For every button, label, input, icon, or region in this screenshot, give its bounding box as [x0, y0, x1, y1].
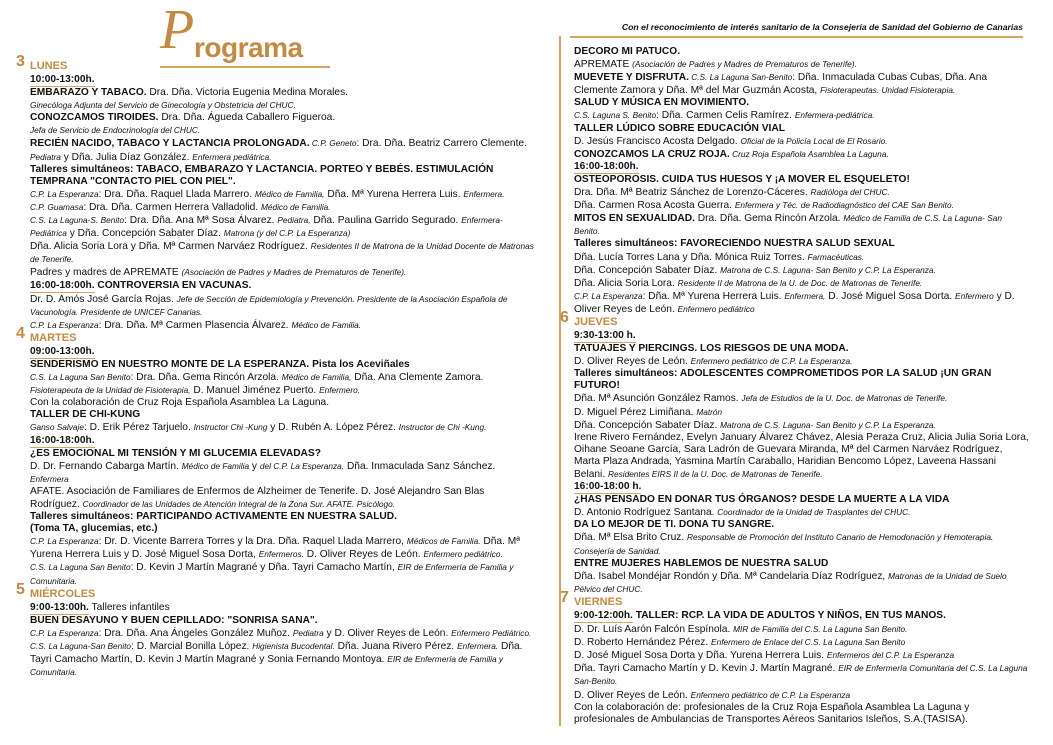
program-entry	[574, 419, 1029, 432]
text-segment: C.P. Geneto	[309, 138, 357, 149]
program-entry	[574, 355, 1029, 368]
text-segment: EIR de Enfermería de Familia y Comunitaria.	[30, 562, 514, 586]
text-segment: Talleres simultáneos: ADOLESCENTES COMPROMETIDOS POR LA SALUD ¡UN GRAN FUTURO!	[574, 368, 992, 392]
program-entry	[574, 135, 1029, 148]
program-entry	[574, 689, 1029, 702]
program-entry	[30, 319, 535, 332]
text-segment: : Dra. Dña. Carmen Herrera Valladolid.	[83, 201, 261, 213]
program-entry	[30, 460, 535, 486]
text-segment: Matronas de la Unidad de Suelo Pélvico del CHUC.	[574, 570, 1007, 594]
program-entry	[574, 494, 1029, 506]
day-name: JUEVES	[574, 315, 618, 328]
text-segment: D. José Miguel Sosa Dorta.	[825, 290, 956, 302]
text-segment: : Dr. D. Vicente Barrera Torres y la Dra. Dña. Raquel Llada Marrero,	[98, 536, 407, 548]
text-segment: Talleres simultáneos: FAVORECIENDO NUESTRA SALUD SEXUAL	[574, 238, 895, 250]
program-entry	[30, 561, 535, 587]
text-segment: Dña. Inmaculada Sanz Sánchez.	[344, 460, 496, 472]
program-entry	[574, 649, 1029, 662]
text-segment: del C.P. La Esperanza,	[259, 460, 345, 471]
text-segment: Enfermero.	[319, 385, 361, 396]
program-entry	[574, 186, 1029, 199]
header-rule	[570, 36, 1023, 38]
text-segment: Dña. Mª Yurena Herrera Luis y D. José Miguel Sosa Dorta,	[30, 536, 521, 561]
day-name: MIÉRCOLES	[30, 587, 96, 600]
text-segment: : Dña. Inmaculada Cubas Cubas, Dña. Ana Clemente Zamora y Dña. Mª del Mar Guzmán Acosta,	[574, 72, 988, 97]
time-label: 9:00-12:00h.	[574, 610, 633, 623]
time-label: 09:00-13:00h.	[30, 346, 95, 359]
text-segment: Residente II de Matrona de la U. de Doc. de Matronas de Tenerife.	[677, 277, 923, 288]
text-segment: y Dña. Julia Díaz González.	[60, 151, 193, 163]
program-entry	[574, 662, 1029, 688]
program-entry	[30, 112, 535, 124]
time-label: 16:00-18:00h.	[30, 280, 95, 293]
program-entry	[574, 623, 1029, 636]
text-segment: Coordinador de la Unidad de Trasplantes del CHUC.	[717, 507, 911, 518]
text-segment: Enfermero pediátrico.	[423, 549, 503, 560]
program-entry	[574, 636, 1029, 649]
text-segment: Dña. Mª Elsa Brito Cruz.	[574, 532, 688, 544]
text-segment: D. Antonio Rodríguez Santana.	[574, 507, 718, 519]
text-segment: Con la colaboración de: profesionales de la Cruz Roja Española Asamblea La Laguna y profesionales de Ambulancias de Transportes Aéreos Sanitarios Isleños, S.A.(TASISA).	[574, 701, 970, 725]
text-segment: Médico de Familia	[181, 460, 250, 471]
text-segment: C.S. La Laguna-San Benito	[30, 640, 132, 651]
text-segment: Dña. Isabel Mondéjar Rondón y Dña. Mª Candelaria Díaz Rodríguez,	[574, 570, 889, 582]
text-segment: Con la colaboración de Cruz Roja Española Asamblea La Laguna.	[30, 397, 330, 409]
program-entry	[574, 558, 1029, 570]
text-segment: Talleres simultáneos: PARTICIPANDO ACTIVAMENTE EN NUESTRA SALUD.	[30, 511, 397, 523]
text-segment: D. Oliver Reyes de León.	[303, 549, 424, 561]
program-entry	[30, 293, 535, 319]
text-segment: EIR de Enfermería de Familia y Comunitaria.	[30, 654, 504, 678]
program-entry	[30, 421, 535, 434]
text-segment: Dña. Ana Clemente Zamora.	[351, 372, 484, 384]
text-segment: MUEVETE Y DISFRUTA.	[574, 72, 689, 84]
column-divider	[559, 36, 561, 726]
text-segment: Responsable de Promoción del Instituto Canario de Hemodonación y Hemoterapia. Consejería de Sanidad.	[574, 532, 994, 556]
text-segment: y D. Oliver Reyes de León.	[323, 627, 452, 639]
text-segment: Enfermero pediátrico de C.P. La Esperanza.	[690, 356, 853, 367]
text-segment: Enfermera-pediátrica.	[794, 110, 875, 121]
text-segment: Enfermero	[955, 290, 994, 301]
text-segment: y	[249, 460, 260, 472]
text-segment: Enfermera y Téc. de Radiodiagnóstico del CAE San Benito.	[734, 200, 954, 211]
text-segment: EIR de Enfermería Comunitaria del C.S. La Laguna San-Benito.	[574, 663, 1028, 687]
text-segment: D. Oliver Reyes de León.	[574, 356, 691, 368]
text-segment: Oficial de la Policía Local de El Rosario.	[740, 135, 888, 146]
time-label: 10:00-13:00h.	[30, 74, 95, 87]
text-segment: RECIÉN NACIDO, TABACO Y LACTANCIA PROLONGADA.	[30, 138, 310, 150]
program-entry	[574, 58, 1029, 71]
time-label: 16:00-18:00h.	[574, 161, 639, 174]
program-entry	[574, 264, 1029, 277]
program-entry	[30, 164, 535, 188]
text-segment: MIR de Familia del C.S. La Laguna San Benito.	[733, 624, 908, 635]
text-segment: C.S. La Laguna San-Benito	[688, 72, 793, 83]
program-entry	[30, 627, 535, 640]
day-number: 3	[16, 53, 25, 70]
day-heading	[560, 588, 1029, 610]
day-number: 4	[16, 324, 25, 342]
text-segment: MITOS EN SEXUALIDAD.	[574, 213, 695, 225]
program-entry	[30, 511, 535, 523]
text-segment: Instructor de Chi -Kung.	[398, 422, 487, 433]
time-label: 9:00-13:00h.	[30, 602, 89, 615]
program-entry	[574, 392, 1029, 405]
text-segment: SALUD Y MÚSICA EN MOVIMIENTO.	[574, 97, 750, 109]
text-segment: (Asociación de Padres y Madres de Prematuros de Tenerife).	[181, 267, 407, 278]
text-segment: y Dña. Concepción Sabater Díaz.	[66, 228, 224, 240]
text-segment: C.S. La Laguna-S. Benito	[30, 215, 125, 226]
text-segment: y D. Rubén A. López Pérez.	[267, 422, 399, 434]
time-label: 9:30-13:00 h.	[574, 330, 636, 343]
text-segment: C.P. La Esperanza	[30, 627, 99, 638]
text-segment: Irene Rivero Fernández, Evelyn January Álvarez Chávez, Alesia Peraza Cruz, Alicia Julia Soria Lora, Oihane Seoane García, Sara Ladrón de Guevara Miranda, Mª del Carmen Narváez Rodríguez, Marta Plaza Andrada, Yasmina Martín Caraballo, Haridian Bencomo López, Laveena Hassani Belani.	[574, 431, 1029, 480]
text-segment: D. Manuel Jiménez Puerto.	[190, 385, 320, 397]
text-segment: ¿ES EMOCIONAL MI TENSIÓN Y MI GLUCEMIA ELEVADAS?	[30, 447, 321, 459]
program-entry	[30, 99, 535, 112]
program-entry	[30, 615, 535, 627]
text-segment: AFATE. Asociación de Familiares de Enfermos de Alzheimer de Tenerife. D. José Alejandro San Blas Rodríguez.	[30, 485, 485, 510]
text-segment: TALLER LÚDICO SOBRE EDUCACIÓN VIAL	[574, 122, 785, 134]
program-entry	[574, 519, 1029, 531]
text-segment: Fisioterapeuta de la Unidad de Fisioterapia,	[30, 385, 191, 396]
text-segment: Ganso Salvaje	[30, 422, 84, 433]
text-segment: Matrona (y del C.P. La Esperanza)	[223, 228, 351, 239]
program-entry	[30, 188, 535, 201]
program-entry	[30, 486, 535, 511]
text-segment: Dña. Alicia Soria Lora y Dña. Mª Carmen Narváez Rodríguez.	[30, 241, 311, 253]
text-segment: TATUAJES Y PIERCINGS. LOS RIESGOS DE UNA MODA.	[574, 343, 849, 355]
text-segment: Cruz Roja Española Asamblea La Laguna.	[729, 148, 889, 159]
text-segment: Radióloga del CHUC.	[810, 187, 890, 198]
text-segment: : D. Kevin J Martín Magrané y Dña. Tayri Camacho Martín,	[130, 562, 398, 574]
title-initial: P	[160, 0, 195, 61]
text-segment: (Asociación de Padres y Madres de Prematuros de Tenerife).	[632, 59, 857, 70]
text-segment: : Dra. Dña. Beatriz Carrero Clemente.	[356, 138, 527, 150]
text-segment: D. José Miguel Sosa Dorta y Dña. Yurena Herrera Luis.	[574, 650, 827, 662]
text-segment: C.S. La Laguna San Benito	[30, 562, 131, 573]
text-segment: Enfermera.	[463, 188, 505, 199]
text-segment: Talleres infantiles	[88, 601, 170, 613]
text-segment: Médico de Familia de C.S. La Laguna- San Benito.	[574, 213, 1002, 237]
program-entry	[30, 523, 535, 535]
text-segment: Dña. Tayri Camacho Martín, D. Kevin J Martín Magrané y Sonia Fernando Montoya.	[30, 640, 523, 666]
text-segment: Dra. Dña. Victoria Eugenia Medina Morales.	[146, 87, 348, 99]
text-segment: Dña. Mª Asunción González Ramos.	[574, 393, 742, 405]
text-segment: D. Dr. Fernando Cabarga Martín.	[30, 460, 182, 472]
text-segment: C.P. La Esperanza	[30, 319, 99, 330]
program-entry	[574, 406, 1029, 419]
text-segment: Dña. Concepción Sabater Díaz.	[574, 419, 721, 431]
text-segment: ENTRE MUJERES HABLEMOS DE NUESTRA SALUD	[574, 557, 829, 569]
program-entry	[574, 123, 1029, 135]
program-entry	[574, 343, 1029, 355]
text-segment: Enfermera- Pediátrica	[30, 215, 503, 239]
program-entry	[574, 531, 1029, 557]
text-segment: Dña. Alicia Soria Lora.	[574, 277, 678, 289]
text-segment: C.P. Guamasa	[30, 201, 84, 212]
text-segment: Dña. Juana Rivero Pérez.	[334, 640, 458, 652]
program-entry	[574, 71, 1029, 97]
text-segment: Dña. Mª Yurena Herrera Luis.	[324, 188, 464, 200]
time-slot	[30, 280, 535, 293]
text-segment: D. Roberto Hernández Pérez.	[574, 637, 712, 649]
text-segment: Coordinador de las Unidades de Atención Integral de la Zona Sur. AFATE. Psicólogo.	[82, 499, 396, 509]
text-segment: : Dña. Carmen Celis Ramírez.	[656, 110, 795, 122]
program-entry	[30, 448, 535, 460]
text-segment: Dña. Tayri Camacho Martín y D. Kevin J. Martín Magrané.	[574, 663, 839, 675]
text-segment: D. Oliver Reyes de León.	[574, 689, 691, 701]
text-segment: Talleres simultáneos: TABACO, EMBARAZO Y LACTANCIA. PORTEO Y BEBÉS. ESTIMULACIÓN TEMPRANA "CONTACTO PIEL CON PIEL".	[30, 163, 494, 187]
program-entry	[30, 240, 535, 266]
program-entry	[574, 277, 1029, 290]
text-segment: CONOZCAMOS LA CRUZ ROJA.	[574, 148, 730, 160]
text-segment: Dra. Dña. Gema Rincón Arzola.	[694, 213, 844, 225]
text-segment: CONOZCAMOS TIROIDES.	[30, 112, 159, 124]
program-entry	[574, 148, 1029, 161]
text-segment: Residentes II de Matrona de la Unidad Docente de Matronas de Tenerife.	[30, 241, 534, 265]
text-segment: (Toma TA, glucemias, etc.)	[30, 523, 158, 535]
text-segment: Ginecóloga Adjunta del Servicio de Ginecología y Obstetricia del CHUC.	[30, 100, 296, 111]
text-segment: Jefa de Estudios de la U. Doc. de Matronas de Tenerife.	[741, 393, 948, 404]
program-entry	[574, 109, 1029, 122]
text-segment: D. Miguel Pérez Limiñana.	[574, 406, 697, 418]
text-segment: Pediatra	[292, 627, 324, 638]
text-segment: Padres y madres de APREMATE	[30, 267, 182, 279]
text-segment: Enfermero pediátrico de C.P. La Esperanza	[690, 689, 851, 700]
text-segment: C.S. La Laguna San Benito	[30, 372, 131, 383]
program-entry	[30, 137, 535, 163]
title-rest: rograma	[194, 32, 303, 63]
day-number: 7	[560, 588, 569, 606]
time-slot	[30, 74, 535, 87]
left-column	[16, 53, 535, 679]
text-segment: Fisioterapeutas. Unidad Fisioterapia.	[820, 85, 956, 96]
text-segment: Médico de Familia.	[260, 201, 331, 212]
text-segment: C.P. La Esperanza	[30, 536, 99, 547]
text-segment: Pediatra	[30, 151, 61, 162]
text-segment: Residentes EIRS II de la U. Doc. de Matronas de Tenerife.	[607, 469, 823, 479]
text-segment: Enfermero Pediátrico.	[451, 627, 532, 638]
time-slot	[574, 610, 1029, 623]
day-heading	[16, 53, 535, 74]
text-segment: APREMATE	[574, 59, 633, 71]
text-segment: DA LO MEJOR DE TI. DONA TU SANGRE.	[574, 519, 775, 531]
text-segment: Instructor Chi -Kung	[193, 422, 268, 433]
text-segment: Dña. Lucía Torres Lana y Dña. Mónica Ruiz Torres.	[574, 251, 808, 263]
text-segment: Dr. D. Amós José García Rojas.	[30, 293, 177, 305]
text-segment: Jefa de Servicio de Endocrinología del CHUC.	[30, 125, 201, 136]
text-segment: Enfermera.	[457, 640, 499, 651]
program-entry	[574, 290, 1029, 316]
text-segment: ¿HAS PENSADO EN DONAR TUS ÓRGANOS? DESDE LA MUERTE A LA VIDA	[574, 494, 950, 506]
text-segment: Médicos de Familia.	[406, 536, 481, 547]
text-segment: Matrona de C.S. Laguna- San Benito y C.P. La Esperanza.	[720, 419, 936, 430]
time-slot	[574, 161, 1029, 174]
program-entry	[30, 371, 535, 397]
text-segment: Dra. Dña. Mª Beatriz Sánchez de Lorenzo-Cáceres.	[574, 187, 811, 199]
program-entry	[30, 535, 535, 561]
time-label: 16:00-18:00h.	[30, 435, 95, 448]
program-entry	[574, 506, 1029, 519]
text-segment: Médico de Familia.	[291, 319, 362, 330]
day-name: VIERNES	[574, 595, 623, 608]
program-entry	[30, 409, 535, 421]
program-entry	[30, 124, 535, 137]
text-segment: Médico de Familia,	[254, 188, 325, 199]
program-entry	[30, 201, 535, 214]
day-name: LUNES	[30, 60, 68, 72]
text-segment: CONTROVERSIA EN VACUNAS.	[94, 279, 252, 291]
program-title	[160, 0, 330, 66]
text-segment: TALLER: RCP. LA VIDA DE ADULTOS Y NIÑOS, EN TUS MANOS.	[632, 609, 946, 621]
text-segment: C.S. Laguna S. Benito	[574, 110, 657, 121]
text-segment: Dña. Paulina Garrido Segurado.	[310, 215, 462, 227]
text-segment: DECORO MI PATUCO.	[574, 46, 681, 57]
program-entry	[574, 212, 1029, 238]
day-number: 6	[560, 308, 569, 326]
program-entry	[574, 432, 1029, 481]
program-entry	[574, 46, 1029, 58]
text-segment: Farmacéuticas.	[807, 251, 865, 262]
text-segment: Dra. Dña. Águeda Caballero Figueroa.	[158, 112, 336, 124]
text-segment: : Dra. Dña. Gema Rincón Arzola.	[130, 372, 282, 384]
program-entry	[30, 359, 535, 371]
program-entry	[30, 266, 535, 279]
day-heading	[16, 580, 535, 602]
text-segment: Enfermero de Enlace del C.S. La Laguna San Benito	[711, 637, 906, 648]
text-segment: Dña. Concepción Sabater Díaz.	[574, 264, 721, 276]
text-segment: Médico de Familia,	[281, 372, 352, 383]
text-segment: C.P. La Esperanza	[574, 290, 643, 301]
text-segment: Enfermera pediátrica.	[192, 151, 272, 162]
text-segment: : D. Erik Pérez Tarjuelo.	[83, 422, 194, 434]
text-segment: : Dra. Dña. Ana Ángeles González Muñoz.	[98, 627, 293, 639]
time-label: 16:00-18:00 h.	[574, 481, 641, 494]
text-segment: Matrona de C.S. Laguna- San Benito y C.P. La Esperanza.	[720, 264, 936, 275]
text-segment: : Dra. Dña. Mª Carmen Plasencia Álvarez.	[98, 319, 292, 331]
text-segment: Dña. Carmen Rosa Acosta Guerra.	[574, 200, 735, 212]
text-segment: Enfermero pediátrico	[677, 303, 755, 314]
text-segment: SENDERISMO EN NUESTRO MONTE DE LA ESPERANZA. Pista los Aceviñales	[30, 358, 410, 370]
program-entry	[574, 702, 1029, 726]
recognition-text: Con el reconocimiento de interés sanitario de la Consejería de Sanidad del Gobierno de Canarias	[621, 22, 1023, 32]
text-segment: EMBARAZO Y TABACO.	[30, 87, 147, 99]
text-segment: C.P. La Esperanza	[30, 188, 99, 199]
day-name: MARTES	[30, 331, 77, 344]
text-segment: Matrón	[696, 406, 723, 417]
text-segment: BUEN DESAYUNO Y BUEN CEPILLADO: "SONRISA SANA".	[30, 614, 318, 626]
text-segment: D. Jesús Francisco Acosta Delgado.	[574, 135, 741, 147]
program-entry	[30, 87, 535, 99]
text-segment: : Dña. Mª Yurena Herrera Luis.	[642, 290, 785, 302]
day-number: 5	[16, 580, 25, 598]
text-segment: Enfermera,	[784, 290, 826, 301]
text-segment: y D. Oliver Reyes de León.	[574, 290, 1015, 315]
program-entry	[574, 174, 1029, 186]
program-entry	[574, 238, 1029, 250]
program-entry	[574, 368, 1029, 392]
text-segment: Enfermeros del C.P. La Esperanza	[826, 650, 955, 661]
text-segment: Higienista Bucodental.	[252, 640, 335, 651]
text-segment: : Dra. Dña. Raquel Llada Marrero.	[98, 188, 255, 200]
program-entry	[574, 199, 1029, 212]
text-segment: : D. Marcial Bonilla López.	[131, 640, 253, 652]
program-entry	[30, 640, 535, 679]
program-entry	[30, 397, 535, 409]
program-entry	[574, 97, 1029, 109]
text-segment: D. Dr. Luís Aarón Falcón Espínola.	[574, 624, 734, 636]
program-entry	[574, 570, 1029, 596]
text-segment: OSTEOPOROSIS. CUIDA TUS HUESOS Y ¡A MOVER EL ESQUELETO!	[574, 173, 910, 185]
program-entry	[574, 251, 1029, 264]
text-segment: TALLER DE CHI-KUNG	[30, 409, 141, 421]
right-column	[560, 46, 1029, 726]
text-segment: Enfermera	[30, 473, 69, 484]
text-segment: Enfermeros.	[258, 549, 304, 560]
time-slot	[574, 330, 1029, 343]
text-segment: Pediatra,	[277, 215, 311, 226]
program-entry	[30, 214, 535, 240]
time-slot	[30, 602, 535, 615]
text-segment: : Dra. Dña. Ana Mª Sosa Álvarez.	[124, 215, 278, 227]
time-slot	[30, 346, 535, 359]
time-slot	[30, 435, 535, 448]
text-segment: Jefe de Sección de Epidemiología y Prevención. Presidente de la Asociación Española de Vacunología. Presidente de UNICEF Canarias.	[30, 293, 508, 317]
time-slot	[574, 481, 1029, 494]
